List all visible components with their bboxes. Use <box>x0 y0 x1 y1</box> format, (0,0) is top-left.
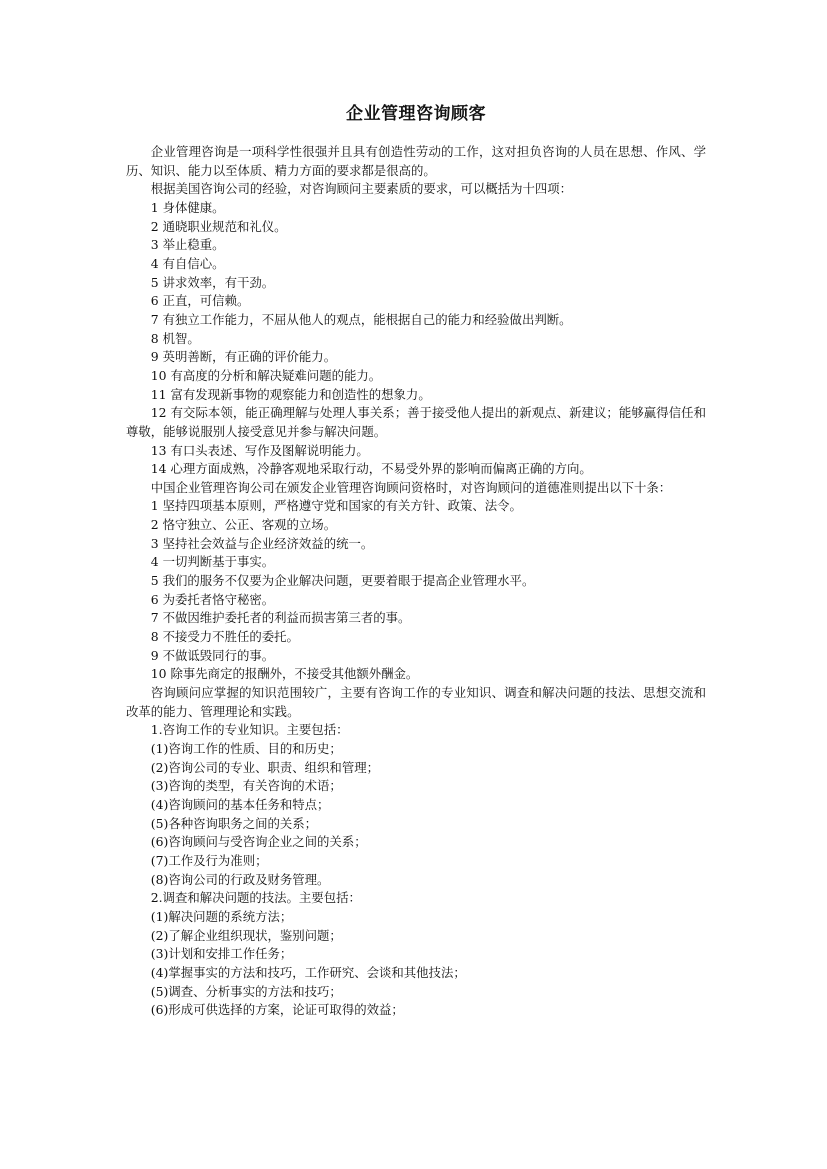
list-item: 7 有独立工作能力，不屈从他人的观点，能根据自己的能力和经验做出判断。 <box>150 311 572 327</box>
list-item: (2)了解企业组织现状，鉴别问题； <box>150 927 342 943</box>
list-item: (1)解决问题的系统方法； <box>150 908 293 924</box>
document-title: 企业管理咨询顾客 <box>346 104 486 124</box>
list-item: 13 有口头表述、写作及图解说明能力。 <box>150 442 369 458</box>
paragraph: 咨询顾问应掌握的知识范围较广，主要有咨询工作的专业知识、调查和解决问题的技法、思想交流和改革的能力、管理理论和实践。 <box>126 685 706 719</box>
list-item: 1 坚持四项基本原则，严格遵守党和国家的有关方针、政策、法令。 <box>150 498 522 514</box>
list-item: 2 通晓职业规范和礼仪。 <box>150 218 287 234</box>
list-item: 7 不做因维护委托者的利益而损害第三者的事。 <box>150 610 411 626</box>
list-item: 2 恪守独立、公正、客观的立场。 <box>150 517 337 533</box>
list-item: (5)调查、分析事实的方法和技巧； <box>150 983 342 999</box>
list-item: (6)形成可供选择的方案，论证可取得的效益； <box>150 1002 404 1018</box>
list-item: (2)咨询公司的专业、职责、组织和管理； <box>150 759 379 775</box>
section-heading: 2.调查和解决问题的技法。主要包括： <box>150 890 361 906</box>
list-item: 12 有交际本领，能正确理解与处理人事关系；善于接受他人提出的新观点、新建议；能够赢得信任和尊敬，能够说服别人接受意见并参与解决问题。 <box>126 405 706 439</box>
paragraph: 根据美国咨询公司的经验，对咨询顾问主要素质的要求，可以概括为十四项： <box>150 181 573 197</box>
list-item: 4 有自信心。 <box>150 255 225 271</box>
list-item: 6 为委托者恪守秘密。 <box>150 591 275 607</box>
list-item: 8 机智。 <box>150 330 200 346</box>
list-item: 10 除事先商定的报酬外，不接受其他额外酬金。 <box>150 666 419 682</box>
list-item: 9 英明善断，有正确的评价能力。 <box>150 349 337 365</box>
list-item: 9 不做诋毁同行的事。 <box>150 647 275 663</box>
list-item: (8)咨询公司的行政及财务管理。 <box>150 871 330 887</box>
list-item: (5)各种咨询职务之间的关系； <box>150 815 318 831</box>
list-item: (6)咨询顾问与受咨询企业之间的关系； <box>150 834 367 850</box>
list-item: 3 举止稳重。 <box>150 237 225 253</box>
list-item: (4)咨询顾问的基本任务和特点； <box>150 796 330 812</box>
section-heading: 1.咨询工作的专业知识。主要包括： <box>150 722 349 738</box>
list-item: (1)咨询工作的性质、目的和历史； <box>150 741 342 756</box>
list-item: 3 坚持社会效益与企业经济效益的统一。 <box>150 535 374 551</box>
list-item: (3)咨询的类型，有关咨询的术语； <box>150 778 342 794</box>
list-item: (7)工作及行为准则； <box>150 852 268 868</box>
document-page <box>126 102 706 1020</box>
document-body <box>126 143 706 1020</box>
paragraph: 中国企业管理咨询公司在颁发企业管理咨询顾问资格时，对咨询顾问的道德准则提出以下十条： <box>150 479 672 495</box>
list-item: 14 心理方面成熟，冷静客观地采取行动，不易受外界的影响而偏离正确的方向。 <box>150 461 592 477</box>
list-item: (3)计划和安排工作任务； <box>150 946 293 962</box>
list-item: 4 一切判断基于事实。 <box>150 554 275 570</box>
paragraph: 企业管理咨询是一项科学性很强并且具有创造性劳动的工作，这对担负咨询的人员在思想、作风、学历、知识、能力以至体质、精力方面的要求都是很高的。 <box>126 144 706 178</box>
list-item: 8 不接受力不胜任的委托。 <box>150 629 299 645</box>
list-item: 11 富有发现新事物的观察能力和创造性的想象力。 <box>150 386 431 402</box>
list-item: 10 有高度的分析和解决疑难问题的能力。 <box>150 367 382 383</box>
list-item: 5 讲求效率，有干劲。 <box>150 274 275 290</box>
list-item: 6 正直，可信赖。 <box>150 293 250 309</box>
list-item: 5 我们的服务不仅要为企业解决问题，更要着眼于提高企业管理水平。 <box>150 573 535 589</box>
list-item: 1 身体健康。 <box>150 199 225 215</box>
list-item: (4)掌握事实的方法和技巧，工作研究、会谈和其他技法； <box>150 964 466 980</box>
